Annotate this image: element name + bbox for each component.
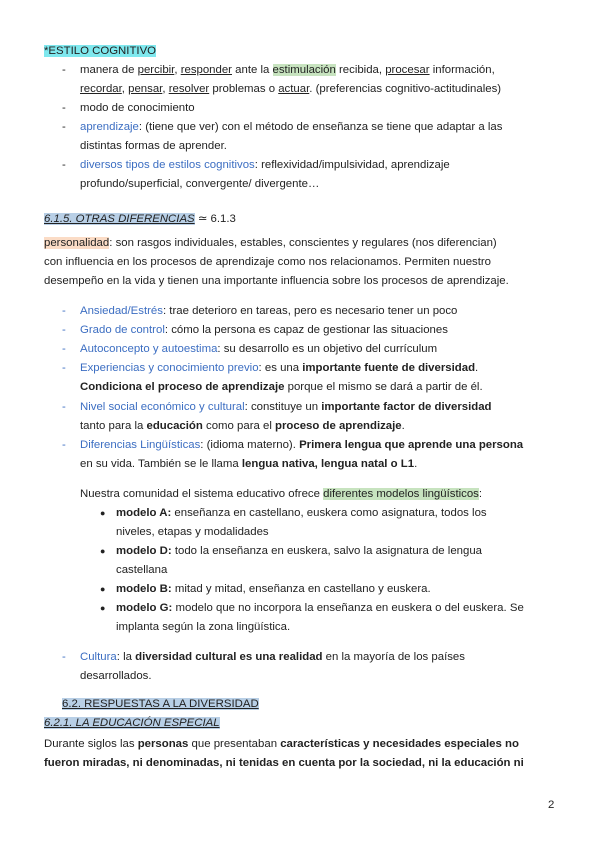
respuestas-paragraph: Durante siglos las personas que presentaban características y necesidades especiales no fueron miradas, ni denominadas, ni tenidas en cuenta por la sociedad, ni la educación ni	[44, 738, 524, 769]
estilo-item-tipos: diversos tipos de estilos cognitivos: reflexividad/impulsividad, aprendizaje profundo/superficial, convergente/ divergente…	[80, 159, 450, 190]
item-cultura: Cultura: la diversidad cultural es una realidad en la mayoría de los países desarrollados.	[80, 651, 465, 682]
bullet-dot: ●	[100, 546, 106, 556]
bullet-dash: -	[62, 362, 66, 374]
bullet-dash: -	[62, 305, 66, 317]
estilo-title	[44, 42, 558, 61]
item-autoconcepto: Autoconcepto y autoestima: su desarrollo es un objetivo del currículum	[80, 343, 438, 355]
modelo-b: modelo B: mitad y mitad, enseñanza en castellano y euskera.	[116, 583, 431, 595]
bullet-dash: -	[62, 102, 66, 114]
bullet-dash: -	[62, 401, 66, 413]
bullet-dot: ●	[100, 584, 106, 594]
item-control: Grado de control: cómo la persona es capaz de gestionar las situaciones	[80, 324, 448, 336]
personalidad-paragraph: personalidad: son rasgos individuales, estables, conscientes y regulares (nos diferencian) con influencia en los procesos de aprendizaje como nos relacionamos. Permiten nuestro desempeño en la vida y tienen una importante influencia sobre los procesos de aprendizaje.	[44, 237, 509, 287]
bullet-dash: -	[62, 159, 66, 171]
bullet-dot: ●	[100, 508, 106, 518]
estilo-item-modo: modo de conocimiento	[80, 102, 195, 114]
modelo-g: modelo G: modelo que no incorpora la enseñanza en euskera o del euskera. Se implanta según la zona lingüística.	[116, 602, 524, 633]
bullet-dash: -	[62, 324, 66, 336]
bullet-dash: -	[62, 343, 66, 355]
bullet-dash: -	[62, 439, 66, 451]
modelo-a: modelo A: enseñanza en castellano, euskera como asignatura, todos los niveles, etapas y modalidades	[116, 507, 487, 538]
page-number: 2	[548, 799, 555, 811]
comunidad-paragraph: Nuestra comunidad el sistema educativo ofrece diferentes modelos lingüísticos:	[80, 488, 483, 500]
bullet-dot: ●	[100, 603, 106, 613]
bullet-dash: -	[62, 651, 66, 663]
item-experiencias: Experiencias y conocimiento previo: es una importante fuente de diversidad. Condiciona el proceso de aprendizaje porque el mismo se dará a partir de él.	[80, 362, 483, 393]
item-nivel: Nivel social económico y cultural: constituye un importante factor de diversidad tanto para la educación como para el proceso de aprendizaje.	[80, 401, 492, 432]
item-ansiedad: Ansiedad/Estrés: trae deterioro en tareas, pero es necesario tener un poco	[80, 305, 458, 317]
modelo-d: modelo D: todo la enseñanza en euskera, salvo la asignatura de lengua castellana	[116, 545, 482, 576]
estilo-title-text: *ESTILO COGNITIVO	[44, 45, 157, 57]
item-linguisticas: Diferencias Lingüísticas: (idioma materno). Primera lengua que aprende una persona en su vida. También se le llama lengua nativa, lengua natal o L1.	[80, 439, 524, 470]
estilo-item-manera: manera de percibir, responder ante la estimulación recibida, procesar información, recordar, pensar, resolver problemas o actuar. (preferencias cognitivo-actitudinales)	[80, 64, 502, 95]
educacion-especial-heading: 6.2.1. LA EDUCACIÓN ESPECIAL	[44, 717, 220, 729]
estilo-item-aprendizaje: aprendizaje: (tiene que ver) con el método de enseñanza se tiene que adaptar a las distintas formas de aprender.	[80, 121, 503, 152]
respuestas-heading: 6.2. RESPUESTAS A LA DIVERSIDAD	[62, 698, 259, 710]
bullet-dash: -	[62, 121, 66, 133]
otras-heading: 6.1.5. OTRAS DIFERENCIAS ≃ 6.1.3	[44, 213, 236, 225]
bullet-dash: -	[62, 64, 66, 76]
